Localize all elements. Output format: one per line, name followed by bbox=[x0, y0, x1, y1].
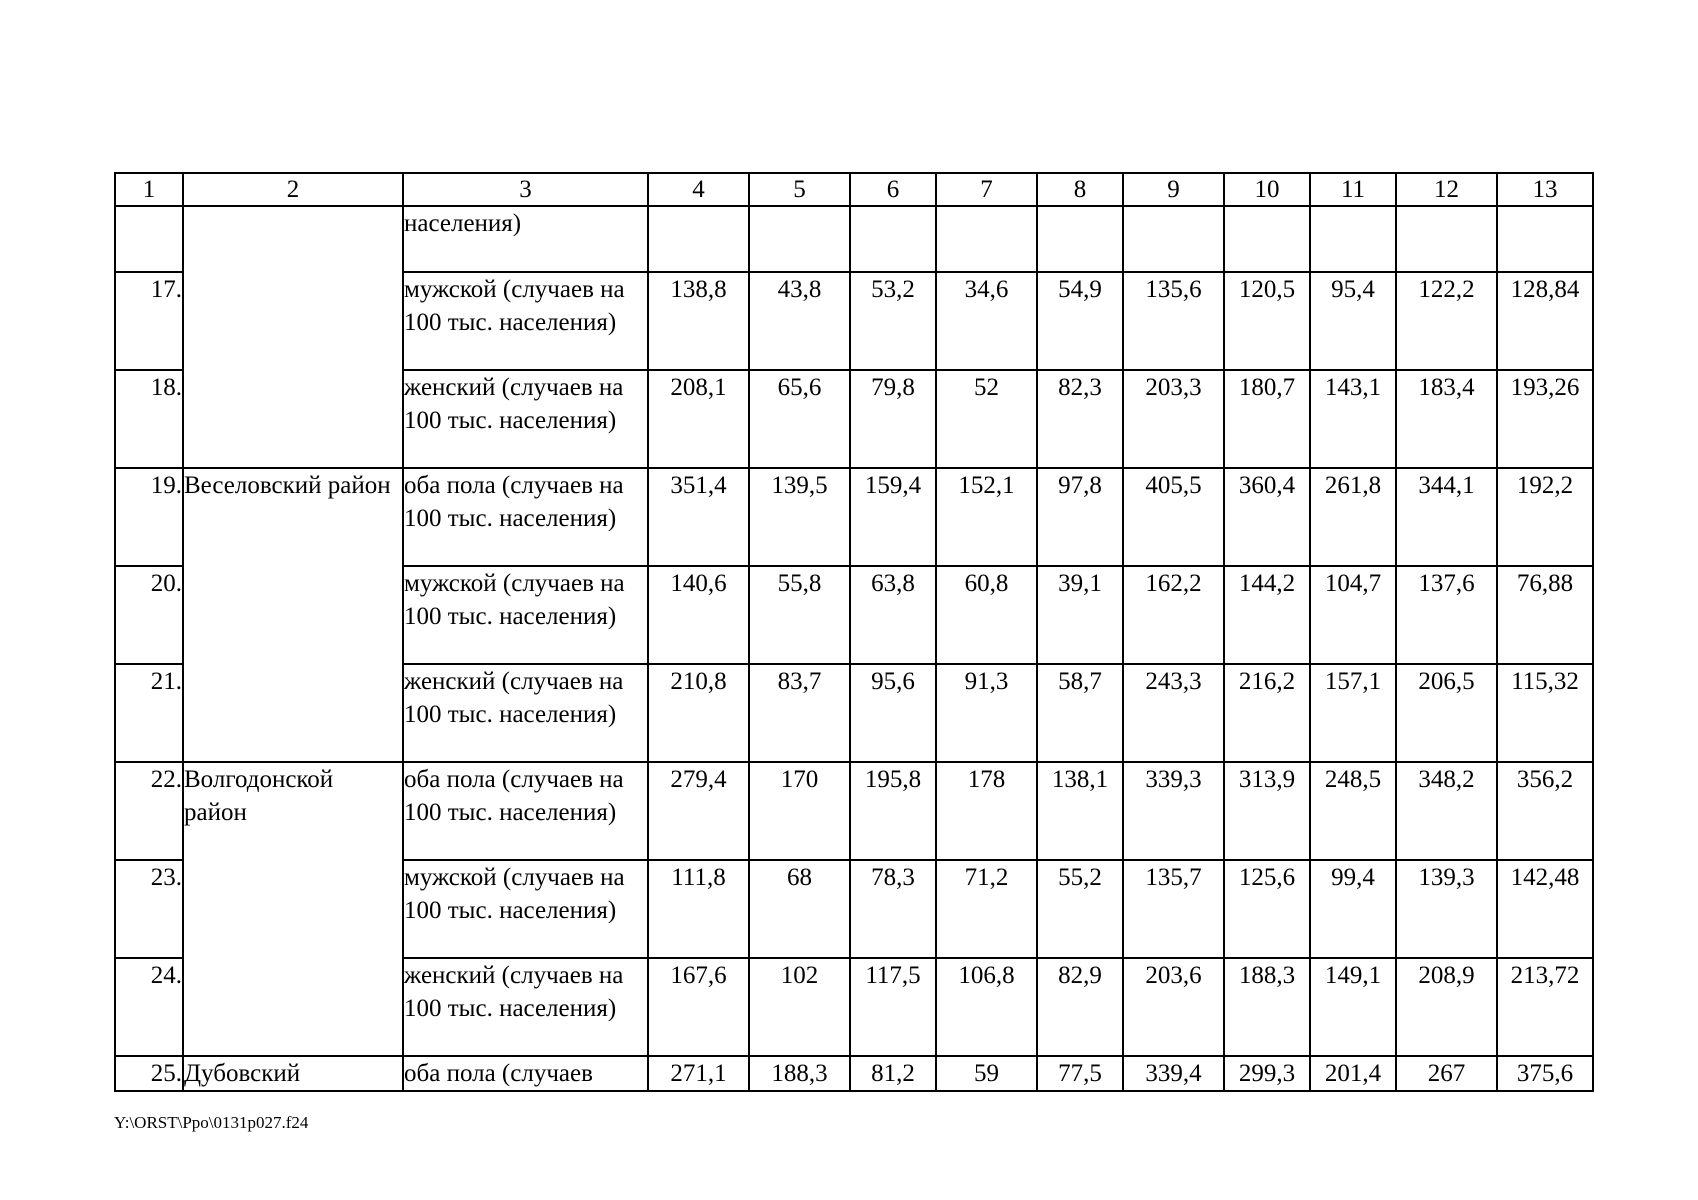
value-cell: 243,3 bbox=[1123, 664, 1224, 762]
header-cell: 8 bbox=[1037, 173, 1123, 206]
row-number-cell bbox=[115, 206, 183, 272]
value-cell: 43,8 bbox=[749, 272, 850, 370]
value-cell bbox=[1123, 206, 1224, 272]
value-cell: 138,1 bbox=[1037, 762, 1123, 860]
table-row bbox=[115, 468, 1593, 566]
value-cell: 351,4 bbox=[648, 468, 749, 566]
header-cell: 5 bbox=[749, 173, 850, 206]
value-cell: 76,88 bbox=[1497, 566, 1593, 664]
value-cell: 152,1 bbox=[936, 468, 1037, 566]
value-cell: 267 bbox=[1396, 1056, 1497, 1091]
value-cell: 405,5 bbox=[1123, 468, 1224, 566]
value-cell: 313,9 bbox=[1224, 762, 1310, 860]
value-cell: 78,3 bbox=[850, 860, 936, 958]
value-cell: 106,8 bbox=[936, 958, 1037, 1056]
value-cell: 53,2 bbox=[850, 272, 936, 370]
value-cell: 203,3 bbox=[1123, 370, 1224, 468]
value-cell: 139,3 bbox=[1396, 860, 1497, 958]
value-cell bbox=[1310, 206, 1396, 272]
continuation-row bbox=[115, 206, 1593, 272]
description-cell: мужской (случаев на 100 тыс. населения) bbox=[403, 566, 648, 664]
description-cell: оба пола (случаев на 100 тыс. населения) bbox=[403, 468, 648, 566]
value-cell: 208,1 bbox=[648, 370, 749, 468]
value-cell: 52 bbox=[936, 370, 1037, 468]
description-cell: мужской (случаев на 100 тыс. населения) bbox=[403, 272, 648, 370]
value-cell bbox=[1497, 206, 1593, 272]
value-cell: 356,2 bbox=[1497, 762, 1593, 860]
value-cell: 188,3 bbox=[1224, 958, 1310, 1056]
value-cell: 111,8 bbox=[648, 860, 749, 958]
value-cell: 360,4 bbox=[1224, 468, 1310, 566]
value-cell: 95,6 bbox=[850, 664, 936, 762]
row-number-cell: 20. bbox=[115, 566, 183, 664]
description-cell: женский (случаев на 100 тыс. населения) bbox=[403, 958, 648, 1056]
value-cell: 60,8 bbox=[936, 566, 1037, 664]
header-row bbox=[115, 173, 1593, 206]
row-number-cell: 23. bbox=[115, 860, 183, 958]
value-cell: 135,7 bbox=[1123, 860, 1224, 958]
value-cell: 143,1 bbox=[1310, 370, 1396, 468]
header-cell: 11 bbox=[1310, 173, 1396, 206]
value-cell: 203,6 bbox=[1123, 958, 1224, 1056]
value-cell: 208,9 bbox=[1396, 958, 1497, 1056]
row-number-cell: 24. bbox=[115, 958, 183, 1056]
value-cell: 99,4 bbox=[1310, 860, 1396, 958]
value-cell: 104,7 bbox=[1310, 566, 1396, 664]
value-cell: 180,7 bbox=[1224, 370, 1310, 468]
statistics-table bbox=[114, 172, 1594, 1092]
district-cell: Волгодонской район bbox=[183, 762, 403, 1056]
value-cell: 54,9 bbox=[1037, 272, 1123, 370]
row-number-cell: 19. bbox=[115, 468, 183, 566]
value-cell: 206,5 bbox=[1396, 664, 1497, 762]
value-cell: 58,7 bbox=[1037, 664, 1123, 762]
value-cell: 167,6 bbox=[648, 958, 749, 1056]
value-cell bbox=[936, 206, 1037, 272]
value-cell: 82,3 bbox=[1037, 370, 1123, 468]
value-cell: 193,26 bbox=[1497, 370, 1593, 468]
header-cell: 2 bbox=[183, 173, 403, 206]
description-cell: женский (случаев на 100 тыс. населения) bbox=[403, 664, 648, 762]
value-cell: 299,3 bbox=[1224, 1056, 1310, 1091]
value-cell: 248,5 bbox=[1310, 762, 1396, 860]
value-cell: 63,8 bbox=[850, 566, 936, 664]
value-cell: 344,1 bbox=[1396, 468, 1497, 566]
value-cell: 157,1 bbox=[1310, 664, 1396, 762]
header-cell: 6 bbox=[850, 173, 936, 206]
district-cell bbox=[183, 206, 403, 468]
value-cell: 213,72 bbox=[1497, 958, 1593, 1056]
value-cell bbox=[1396, 206, 1497, 272]
value-cell: 65,6 bbox=[749, 370, 850, 468]
value-cell: 83,7 bbox=[749, 664, 850, 762]
value-cell: 39,1 bbox=[1037, 566, 1123, 664]
value-cell: 137,6 bbox=[1396, 566, 1497, 664]
header-cell: 10 bbox=[1224, 173, 1310, 206]
value-cell: 170 bbox=[749, 762, 850, 860]
row-number-cell: 25. bbox=[115, 1056, 183, 1091]
value-cell: 216,2 bbox=[1224, 664, 1310, 762]
value-cell: 68 bbox=[749, 860, 850, 958]
value-cell: 115,32 bbox=[1497, 664, 1593, 762]
row-number-cell: 21. bbox=[115, 664, 183, 762]
file-path-footer: Y:\ORST\Ppo\0131p027.f24 bbox=[114, 1113, 309, 1132]
value-cell: 55,8 bbox=[749, 566, 850, 664]
value-cell: 95,4 bbox=[1310, 272, 1396, 370]
value-cell: 125,6 bbox=[1224, 860, 1310, 958]
description-cell: оба пола (случаев bbox=[403, 1056, 648, 1091]
value-cell: 279,4 bbox=[648, 762, 749, 860]
header-cell: 3 bbox=[403, 173, 648, 206]
value-cell: 261,8 bbox=[1310, 468, 1396, 566]
value-cell: 81,2 bbox=[850, 1056, 936, 1091]
value-cell: 34,6 bbox=[936, 272, 1037, 370]
value-cell: 102 bbox=[749, 958, 850, 1056]
value-cell: 117,5 bbox=[850, 958, 936, 1056]
value-cell: 135,6 bbox=[1123, 272, 1224, 370]
value-cell bbox=[1037, 206, 1123, 272]
value-cell: 339,3 bbox=[1123, 762, 1224, 860]
value-cell: 59 bbox=[936, 1056, 1037, 1091]
value-cell: 128,84 bbox=[1497, 272, 1593, 370]
value-cell: 144,2 bbox=[1224, 566, 1310, 664]
value-cell bbox=[749, 206, 850, 272]
description-cell: мужской (случаев на 100 тыс. населения) bbox=[403, 860, 648, 958]
value-cell: 120,5 bbox=[1224, 272, 1310, 370]
district-cell: Веселовский район bbox=[183, 468, 403, 762]
value-cell bbox=[850, 206, 936, 272]
value-cell bbox=[1224, 206, 1310, 272]
header-cell: 4 bbox=[648, 173, 749, 206]
row-number-cell: 22. bbox=[115, 762, 183, 860]
header-cell: 12 bbox=[1396, 173, 1497, 206]
value-cell: 375,6 bbox=[1497, 1056, 1593, 1091]
value-cell: 271,1 bbox=[648, 1056, 749, 1091]
value-cell: 140,6 bbox=[648, 566, 749, 664]
value-cell: 122,2 bbox=[1396, 272, 1497, 370]
value-cell: 71,2 bbox=[936, 860, 1037, 958]
value-cell: 139,5 bbox=[749, 468, 850, 566]
value-cell: 339,4 bbox=[1123, 1056, 1224, 1091]
value-cell: 149,1 bbox=[1310, 958, 1396, 1056]
table-row bbox=[115, 1056, 1593, 1091]
value-cell: 192,2 bbox=[1497, 468, 1593, 566]
description-cell: оба пола (случаев на 100 тыс. населения) bbox=[403, 762, 648, 860]
value-cell: 162,2 bbox=[1123, 566, 1224, 664]
value-cell: 138,8 bbox=[648, 272, 749, 370]
value-cell: 188,3 bbox=[749, 1056, 850, 1091]
value-cell: 178 bbox=[936, 762, 1037, 860]
row-number-cell: 17. bbox=[115, 272, 183, 370]
value-cell: 77,5 bbox=[1037, 1056, 1123, 1091]
value-cell: 91,3 bbox=[936, 664, 1037, 762]
row-number-cell: 18. bbox=[115, 370, 183, 468]
header-cell: 9 bbox=[1123, 173, 1224, 206]
value-cell: 183,4 bbox=[1396, 370, 1497, 468]
value-cell: 82,9 bbox=[1037, 958, 1123, 1056]
header-cell: 1 bbox=[115, 173, 183, 206]
header-cell: 7 bbox=[936, 173, 1037, 206]
value-cell: 97,8 bbox=[1037, 468, 1123, 566]
value-cell: 195,8 bbox=[850, 762, 936, 860]
value-cell: 210,8 bbox=[648, 664, 749, 762]
header-cell: 13 bbox=[1497, 173, 1593, 206]
value-cell: 142,48 bbox=[1497, 860, 1593, 958]
value-cell: 348,2 bbox=[1396, 762, 1497, 860]
table-row bbox=[115, 762, 1593, 860]
value-cell: 201,4 bbox=[1310, 1056, 1396, 1091]
value-cell: 55,2 bbox=[1037, 860, 1123, 958]
description-cell: женский (случаев на 100 тыс. населения) bbox=[403, 370, 648, 468]
value-cell: 159,4 bbox=[850, 468, 936, 566]
value-cell: 79,8 bbox=[850, 370, 936, 468]
value-cell bbox=[648, 206, 749, 272]
district-cell: Дубовский bbox=[183, 1056, 403, 1091]
description-cell: населения) bbox=[403, 206, 648, 272]
